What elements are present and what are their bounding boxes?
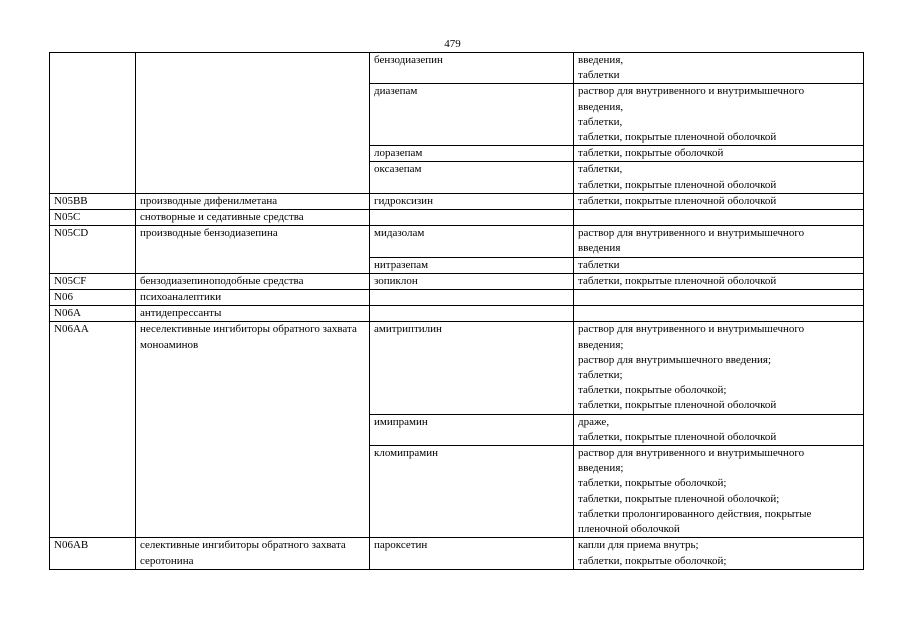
group-name-cell: снотворные и седативные средства <box>136 210 370 226</box>
group-name-cell: производные дифенилметана <box>136 193 370 209</box>
atc-code-cell: N06AB <box>50 538 136 569</box>
dosage-form-cell <box>574 84 864 146</box>
dosage-form-cell <box>574 257 864 273</box>
atc-code-cell: N05BB <box>50 193 136 209</box>
drug-name-cell: гидроксизин <box>370 193 574 209</box>
drug-name-cell: зопиклон <box>370 273 574 289</box>
dosage-form-line: таблетки, покрытые оболочкой <box>578 147 724 160</box>
dosage-form-cell <box>574 306 864 322</box>
table-row <box>50 322 864 414</box>
dosage-form-line: раствор для внутривенного и внутримышечного <box>578 227 805 240</box>
dosage-form-line: таблетки <box>578 69 620 82</box>
dosage-form-line: введения, <box>578 100 624 113</box>
dosage-form-cell <box>574 273 864 289</box>
dosage-form-line: раствор для внутривенного и внутримышечного <box>578 323 805 336</box>
drug-name-cell: лоразепам <box>370 146 574 162</box>
drug-name-cell: амитриптилин <box>370 322 574 414</box>
dosage-form-line: таблетки; <box>578 369 623 382</box>
dosage-form-line: раствор для внутривенного и внутримышечного <box>578 85 805 98</box>
dosage-form-line: таблетки, покрытые пленочной оболочкой <box>578 131 777 144</box>
dosage-form-line: введения; <box>578 462 624 475</box>
atc-code-cell: N05C <box>50 210 136 226</box>
dosage-form-line: таблетки, покрытые пленочной оболочкой <box>578 194 777 207</box>
atc-code-cell: N05CF <box>50 273 136 289</box>
drug-name-cell <box>370 210 574 226</box>
dosage-form-cell <box>574 290 864 306</box>
dosage-form-line: таблетки, покрытые пленочной оболочкой <box>578 430 777 443</box>
dosage-form-cell <box>574 414 864 445</box>
atc-code-cell: N06A <box>50 306 136 322</box>
table-row <box>50 306 864 322</box>
drug-name-cell: диазепам <box>370 84 574 146</box>
dosage-form-line: раствор для внутривенного и внутримышечного <box>578 447 805 460</box>
atc-code-cell <box>50 53 136 194</box>
table-row <box>50 53 864 84</box>
group-name-cell: неселективные ингибиторы обратного захвата моноаминов <box>136 322 370 538</box>
dosage-form-line: драже, <box>578 415 610 428</box>
atc-code-cell: N06 <box>50 290 136 306</box>
group-name-cell: селективные ингибиторы обратного захвата серотонина <box>136 538 370 569</box>
table-row <box>50 226 864 257</box>
dosage-form-line: таблетки, покрытые оболочкой; <box>578 384 727 397</box>
drug-name-cell: пароксетин <box>370 538 574 569</box>
table-row <box>50 538 864 569</box>
dosage-form-line: капли для приема внутрь; <box>578 539 699 552</box>
dosage-form-line: таблетки, <box>578 163 623 176</box>
dosage-form-cell <box>574 226 864 257</box>
dosage-form-line: таблетки <box>578 258 620 271</box>
drug-name-cell: нитразепам <box>370 257 574 273</box>
dosage-form-cell <box>574 446 864 538</box>
dosage-form-line: введения <box>578 242 621 255</box>
table-row <box>50 290 864 306</box>
group-name-cell: психоаналептики <box>136 290 370 306</box>
dosage-form-line: пленочной оболочкой <box>578 523 680 536</box>
dosage-form-line: раствор для внутримышечного введения; <box>578 353 772 366</box>
drug-name-cell: имипрамин <box>370 414 574 445</box>
dosage-form-line: таблетки, покрытые оболочкой; <box>578 554 727 567</box>
drug-name-cell: кломипрамин <box>370 446 574 538</box>
drug-name-cell: оксазепам <box>370 162 574 193</box>
drug-name-cell <box>370 306 574 322</box>
dosage-form-line: введения, <box>578 54 624 66</box>
atc-code-cell: N05CD <box>50 226 136 274</box>
dosage-form-cell <box>574 146 864 162</box>
drug-name-cell <box>370 290 574 306</box>
dosage-form-line: таблетки, покрытые пленочной оболочкой <box>578 274 777 287</box>
atc-code-cell: N06AA <box>50 322 136 538</box>
dosage-form-cell <box>574 322 864 414</box>
group-name-cell: бензодиазепиноподобные средства <box>136 273 370 289</box>
dosage-form-cell <box>574 538 864 569</box>
dosage-form-cell <box>574 210 864 226</box>
dosage-form-line: таблетки, покрытые пленочной оболочкой <box>578 178 777 191</box>
dosage-form-line: введения; <box>578 338 624 351</box>
dosage-form-line: таблетки, <box>578 115 623 128</box>
dosage-form-cell <box>574 162 864 193</box>
group-name-cell <box>136 53 370 194</box>
table-row <box>50 193 864 209</box>
group-name-cell: антидепрессанты <box>136 306 370 322</box>
dosage-form-cell <box>574 53 864 84</box>
dosage-form-line: таблетки пролонгированного действия, покрытые <box>578 507 812 520</box>
dosage-form-line: таблетки, покрытые пленочной оболочкой <box>578 399 777 412</box>
table-body <box>50 53 864 570</box>
medication-table <box>49 52 864 570</box>
page-number: 479 <box>444 38 461 50</box>
table-row <box>50 210 864 226</box>
dosage-form-line: таблетки, покрытые оболочкой; <box>578 477 727 490</box>
drug-name-cell: мидазолам <box>370 226 574 257</box>
table-row <box>50 273 864 289</box>
dosage-form-line: таблетки, покрытые пленочной оболочкой; <box>578 492 780 505</box>
group-name-cell: производные бензодиазепина <box>136 226 370 274</box>
drug-name-cell: бензодиазепин <box>370 53 574 84</box>
dosage-form-cell <box>574 193 864 209</box>
